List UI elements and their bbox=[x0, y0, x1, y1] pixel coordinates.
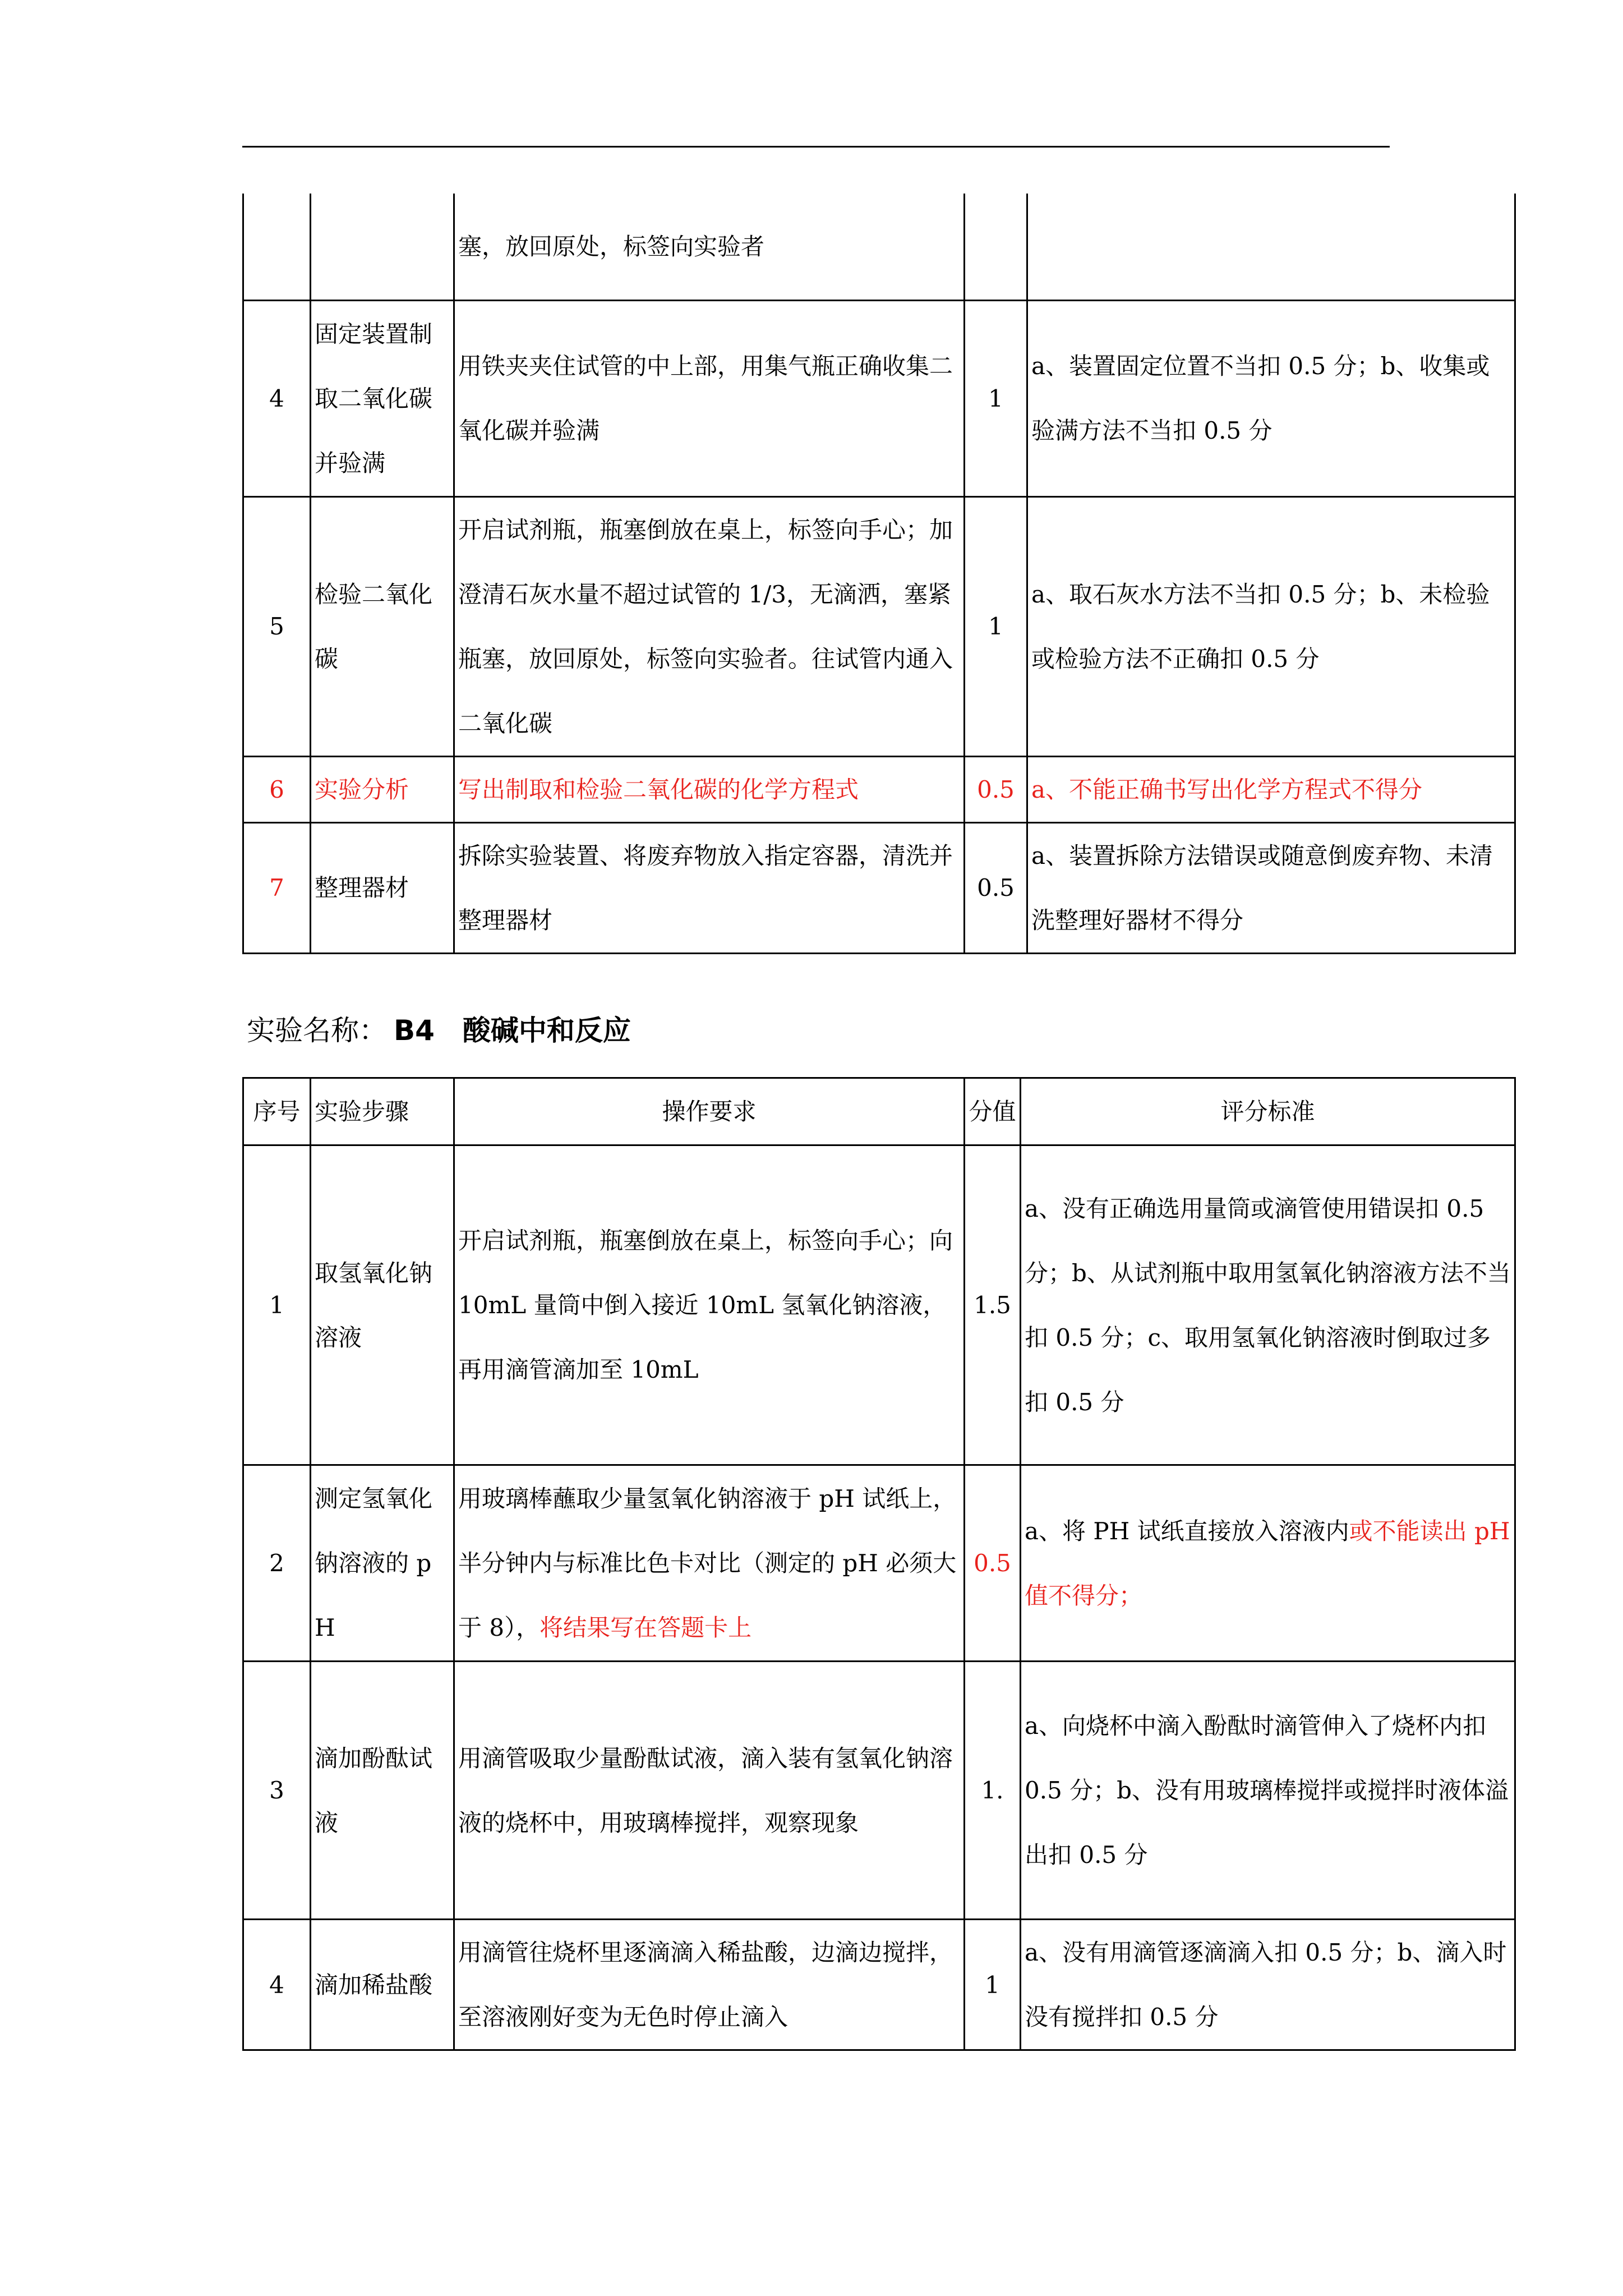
row-operation bbox=[454, 1465, 965, 1662]
row-operation: 开启试剂瓶，瓶塞倒放在桌上，标签向手心；加澄清石灰水量不超过试管的 1/3，无滴洒，塞紧瓶塞，放回原处，标签向实验者。往试管内通入二氧化碳 bbox=[454, 496, 965, 756]
table-row bbox=[243, 822, 1515, 953]
experiment-title-name: B4 酸碱中和反应 bbox=[394, 1014, 631, 1047]
table-row bbox=[243, 1920, 1515, 2050]
row-operation: 塞，放回原处，标签向实验者 bbox=[454, 194, 965, 300]
row-criteria bbox=[1021, 1465, 1515, 1662]
row-operation: 用滴管吸取少量酚酞试液，滴入装有氢氧化钠溶液的烧杯中，用玻璃棒搅拌，观察现象 bbox=[454, 1662, 965, 1920]
operation-text: 用玻璃棒蘸取少量氢氧化钠溶液于 pH 试纸上，半分钟内与标准比色卡对比（测定的 pH 必须大于 8）， bbox=[458, 1485, 957, 1641]
table-row bbox=[243, 496, 1515, 756]
experiment-title-prefix: 实验名称： bbox=[247, 1014, 387, 1047]
row-criteria: a、没有用滴管逐滴滴入扣 0.5 分；b、滴入时没有搅拌扣 0.5 分 bbox=[1021, 1920, 1515, 2050]
row-operation: 用滴管往烧杯里逐滴滴入稀盐酸，边滴边搅拌，至溶液刚好变为无色时停止滴入 bbox=[454, 1920, 965, 2050]
row-criteria: a、取石灰水方法不当扣 0.5 分；b、未检验或检验方法不正确扣 0.5 分 bbox=[1027, 496, 1515, 756]
table-row bbox=[243, 756, 1515, 822]
row-number: 1 bbox=[243, 1145, 311, 1465]
row-score: 1 bbox=[965, 1920, 1021, 2050]
row-number bbox=[243, 194, 311, 300]
table-header-row bbox=[243, 1078, 1515, 1145]
row-step: 检验二氧化碳 bbox=[311, 496, 454, 756]
scoring-table-b4 bbox=[242, 1077, 1516, 2051]
table-row bbox=[243, 300, 1515, 496]
row-number: 3 bbox=[243, 1662, 311, 1920]
row-score: 1 bbox=[965, 300, 1027, 496]
row-step: 取氢氧化钠溶液 bbox=[311, 1145, 454, 1465]
row-criteria: a、装置固定位置不当扣 0.5 分；b、收集或验满方法不当扣 0.5 分 bbox=[1027, 300, 1515, 496]
scoring-table-continued bbox=[242, 194, 1516, 954]
row-score: 1. bbox=[965, 1662, 1021, 1920]
row-step: 实验分析 bbox=[311, 756, 454, 822]
row-criteria bbox=[1027, 194, 1515, 300]
table-row bbox=[243, 1662, 1515, 1920]
row-score: 0.5 bbox=[965, 1465, 1021, 1662]
row-step: 整理器材 bbox=[311, 822, 454, 953]
row-criteria: a、装置拆除方法错误或随意倒废弃物、未清洗整理好器材不得分 bbox=[1027, 822, 1515, 953]
header-score: 分值 bbox=[965, 1078, 1021, 1145]
row-step bbox=[311, 194, 454, 300]
row-score: 0.5 bbox=[965, 822, 1027, 953]
row-step: 测定氢氧化钠溶液的 pH bbox=[311, 1465, 454, 1662]
row-step: 滴加酚酞试液 bbox=[311, 1662, 454, 1920]
row-number: 4 bbox=[243, 1920, 311, 2050]
row-operation: 用铁夹夹住试管的中上部，用集气瓶正确收集二氧化碳并验满 bbox=[454, 300, 965, 496]
row-step: 固定装置制取二氧化碳并验满 bbox=[311, 300, 454, 496]
row-number: 7 bbox=[243, 822, 311, 953]
row-number: 6 bbox=[243, 756, 311, 822]
row-step: 滴加稀盐酸 bbox=[311, 1920, 454, 2050]
header-number: 序号 bbox=[243, 1078, 311, 1145]
header-step: 实验步骤 bbox=[311, 1078, 454, 1145]
row-number: 4 bbox=[243, 300, 311, 496]
row-criteria: a、向烧杯中滴入酚酞时滴管伸入了烧杯内扣 0.5 分；b、没有用玻璃棒搅拌或搅拌时液体溢出扣 0.5 分 bbox=[1021, 1662, 1515, 1920]
experiment-title bbox=[247, 1011, 631, 1050]
row-score: 1.5 bbox=[965, 1145, 1021, 1465]
criteria-note-red: 或不能读出 pH 值不得分； bbox=[1025, 1517, 1510, 1609]
row-criteria: a、不能正确书写出化学方程式不得分 bbox=[1027, 756, 1515, 822]
row-number: 2 bbox=[243, 1465, 311, 1662]
table-row bbox=[243, 1465, 1515, 1662]
header-rule bbox=[242, 146, 1390, 148]
row-number: 5 bbox=[243, 496, 311, 756]
row-operation: 拆除实验装置、将废弃物放入指定容器，清洗并整理器材 bbox=[454, 822, 965, 953]
operation-note-red: 将结果写在答题卡上 bbox=[540, 1614, 752, 1641]
table-row bbox=[243, 194, 1515, 300]
row-score: 1 bbox=[965, 496, 1027, 756]
table-row bbox=[243, 1145, 1515, 1465]
header-criteria: 评分标准 bbox=[1021, 1078, 1515, 1145]
header-operation: 操作要求 bbox=[454, 1078, 965, 1145]
row-operation: 开启试剂瓶，瓶塞倒放在桌上，标签向手心；向 10mL 量筒中倒入接近 10mL 氢氧化钠溶液，再用滴管滴加至 10mL bbox=[454, 1145, 965, 1465]
row-score bbox=[965, 194, 1027, 300]
criteria-text: a、将 PH 试纸直接放入溶液内 bbox=[1025, 1517, 1349, 1545]
row-operation: 写出制取和检验二氧化碳的化学方程式 bbox=[454, 756, 965, 822]
row-criteria: a、没有正确选用量筒或滴管使用错误扣 0.5 分；b、从试剂瓶中取用氢氧化钠溶液方法不当扣 0.5 分；c、取用氢氧化钠溶液时倒取过多扣 0.5 分 bbox=[1021, 1145, 1515, 1465]
row-score: 0.5 bbox=[965, 756, 1027, 822]
